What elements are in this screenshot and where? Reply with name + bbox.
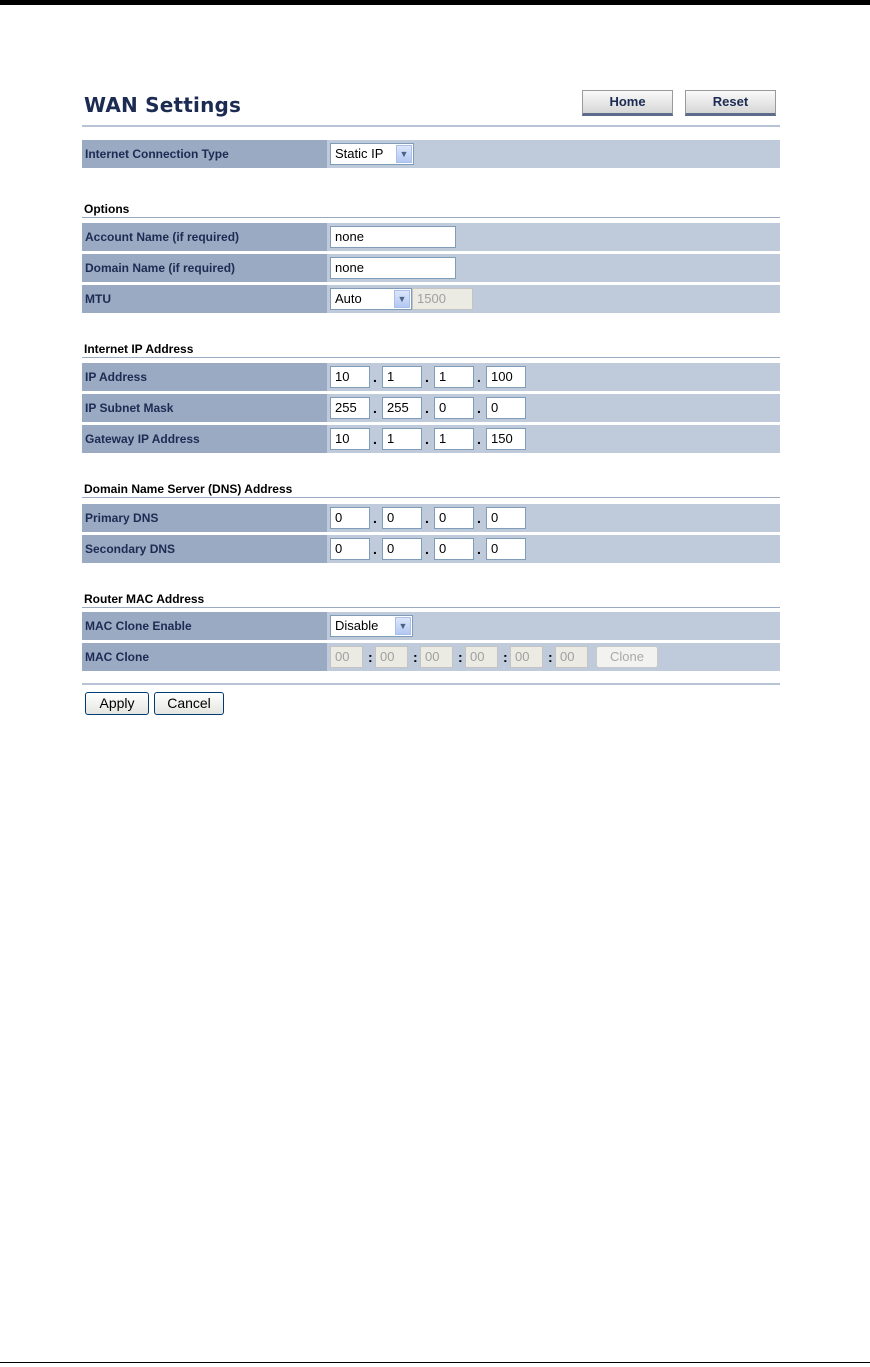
secondary-dns-octet-1[interactable]: 0 — [330, 538, 370, 560]
mac-section-title: Router MAC Address — [84, 592, 205, 606]
gateway-row — [82, 425, 780, 454]
account-name-label: Account Name (if required) — [82, 223, 327, 251]
primary-dns-octet-2[interactable]: 0 — [382, 507, 422, 529]
mtu-row — [82, 285, 780, 314]
colon-separator: : — [413, 649, 418, 665]
dot-separator: . — [373, 400, 377, 416]
secondary-dns-label: Secondary DNS — [82, 535, 327, 563]
dot-separator: . — [373, 541, 377, 557]
gateway-octet-1[interactable]: 10 — [330, 428, 370, 450]
mtu-mode-select[interactable] — [330, 288, 412, 310]
subnet-mask-row — [82, 394, 780, 423]
form-divider — [82, 683, 780, 685]
mtu-label: MTU — [82, 285, 327, 313]
title-divider — [82, 125, 780, 127]
dot-separator: . — [477, 400, 481, 416]
mtu-mode-value: Auto — [335, 291, 362, 306]
mask-octet-4[interactable]: 0 — [486, 397, 526, 419]
apply-button[interactable]: Apply — [85, 692, 149, 715]
ip-address-label: IP Address — [82, 363, 327, 391]
gateway-octet-4[interactable]: 150 — [486, 428, 526, 450]
ip-octet-3[interactable]: 1 — [434, 366, 474, 388]
clone-button: Clone — [596, 646, 658, 668]
colon-separator: : — [503, 649, 508, 665]
gateway-octet-3[interactable]: 1 — [434, 428, 474, 450]
primary-dns-octet-1[interactable]: 0 — [330, 507, 370, 529]
mac-byte-5: 00 — [510, 646, 543, 668]
mac-byte-3: 00 — [420, 646, 453, 668]
colon-separator: : — [548, 649, 553, 665]
domain-name-label: Domain Name (if required) — [82, 254, 327, 282]
primary-dns-row — [82, 504, 780, 533]
mac-byte-1: 00 — [330, 646, 363, 668]
dot-separator: . — [477, 369, 481, 385]
dot-separator: . — [477, 431, 481, 447]
ip-octet-2[interactable]: 1 — [382, 366, 422, 388]
mac-byte-2: 00 — [375, 646, 408, 668]
chevron-down-icon: ▼ — [395, 617, 411, 635]
domain-name-input[interactable]: none — [330, 257, 456, 279]
mac-byte-6: 00 — [555, 646, 588, 668]
mac-byte-4: 00 — [465, 646, 498, 668]
connection-type-select[interactable] — [330, 143, 414, 165]
subnet-mask-label: IP Subnet Mask — [82, 394, 327, 422]
connection-type-value: Static IP — [335, 146, 384, 161]
dot-separator: . — [477, 541, 481, 557]
primary-dns-label: Primary DNS — [82, 504, 327, 532]
internet-ip-section-title: Internet IP Address — [84, 342, 194, 356]
page-title: WAN Settings — [84, 93, 242, 117]
secondary-dns-octet-3[interactable]: 0 — [434, 538, 474, 560]
options-section-title: Options — [84, 202, 130, 216]
secondary-dns-octet-2[interactable]: 0 — [382, 538, 422, 560]
cancel-button[interactable]: Cancel — [154, 692, 224, 715]
reset-button[interactable]: Reset — [685, 90, 776, 116]
colon-separator: : — [368, 649, 373, 665]
mac-clone-label: MAC Clone — [82, 643, 327, 671]
dot-separator: . — [425, 400, 429, 416]
dot-separator: . — [425, 369, 429, 385]
chevron-down-icon: ▼ — [396, 145, 412, 163]
home-button[interactable]: Home — [582, 90, 673, 116]
mask-octet-3[interactable]: 0 — [434, 397, 474, 419]
mac-clone-row — [82, 643, 780, 672]
connection-type-label: Internet Connection Type — [82, 140, 327, 168]
mtu-value-input: 1500 — [412, 288, 473, 310]
mac-divider — [82, 607, 780, 608]
dns-section-title: Domain Name Server (DNS) Address — [84, 482, 293, 496]
primary-dns-octet-4[interactable]: 0 — [486, 507, 526, 529]
dot-separator: . — [373, 510, 377, 526]
account-name-input[interactable]: none — [330, 226, 456, 248]
dot-separator: . — [425, 431, 429, 447]
secondary-dns-octet-4[interactable]: 0 — [486, 538, 526, 560]
mac-clone-enable-value: Disable — [335, 618, 379, 633]
mac-clone-enable-label: MAC Clone Enable — [82, 612, 327, 640]
connection-type-row — [82, 140, 780, 169]
mac-clone-enable-select[interactable] — [330, 615, 413, 637]
internet-ip-divider — [82, 357, 780, 358]
bottom-border — [0, 1362, 870, 1363]
ip-octet-1[interactable]: 10 — [330, 366, 370, 388]
dot-separator: . — [425, 510, 429, 526]
account-name-row — [82, 223, 780, 252]
primary-dns-octet-3[interactable]: 0 — [434, 507, 474, 529]
dns-divider — [82, 497, 780, 498]
chevron-down-icon: ▼ — [394, 290, 410, 308]
mac-clone-enable-row — [82, 612, 780, 641]
ip-octet-4[interactable]: 100 — [486, 366, 526, 388]
domain-name-row — [82, 254, 780, 283]
gateway-label: Gateway IP Address — [82, 425, 327, 453]
options-divider — [82, 217, 780, 218]
dot-separator: . — [373, 369, 377, 385]
secondary-dns-row — [82, 535, 780, 564]
dot-separator: . — [477, 510, 481, 526]
top-border — [0, 0, 870, 5]
mask-octet-1[interactable]: 255 — [330, 397, 370, 419]
colon-separator: : — [458, 649, 463, 665]
dot-separator: . — [373, 431, 377, 447]
gateway-octet-2[interactable]: 1 — [382, 428, 422, 450]
dot-separator: . — [425, 541, 429, 557]
mask-octet-2[interactable]: 255 — [382, 397, 422, 419]
ip-address-row — [82, 363, 780, 392]
